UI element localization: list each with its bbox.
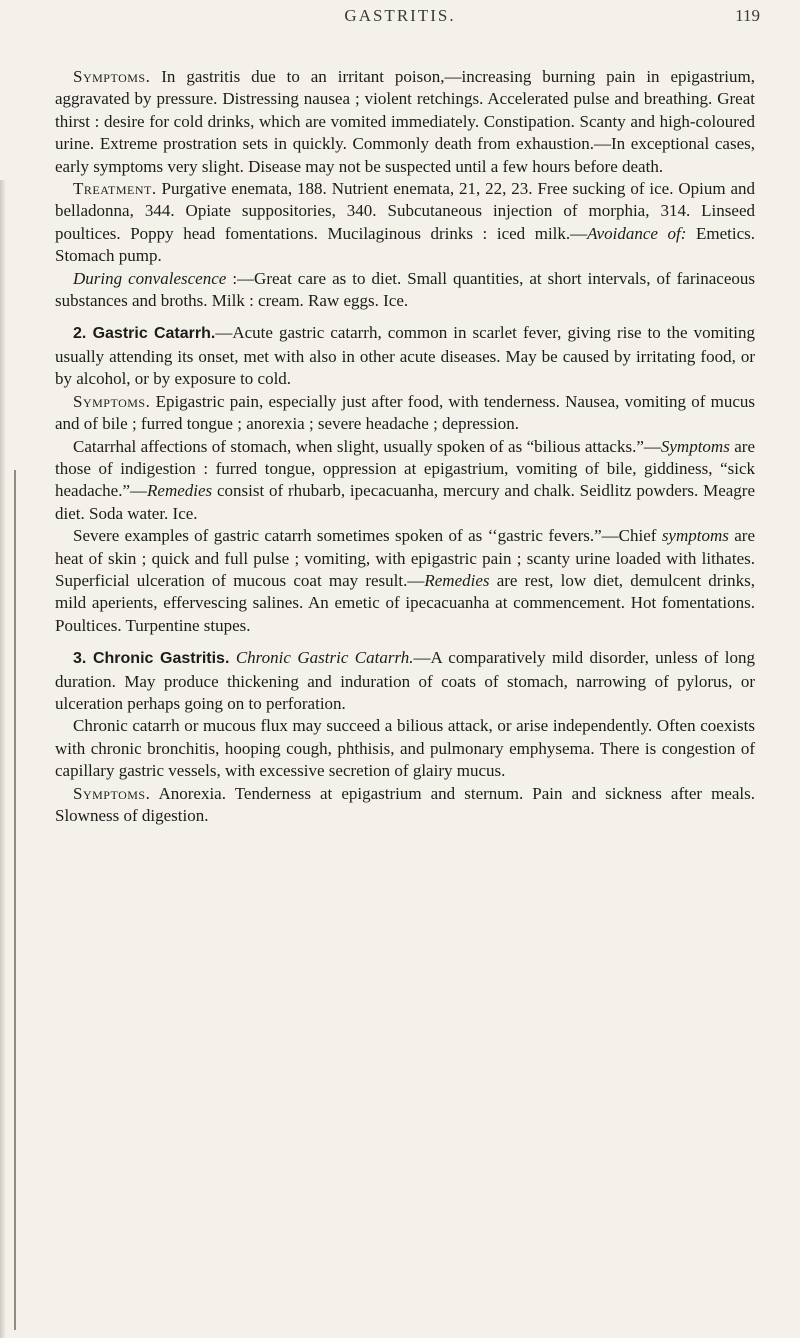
- section-chronic-gastritis: [55, 647, 755, 715]
- symptoms-label: Symptoms.: [73, 67, 151, 86]
- paragraph-text: Anorexia. Tenderness at epigastrium and sternum. Pain and sickness after meals. Slowness of digestion.: [55, 783, 755, 825]
- section-gap: [55, 637, 755, 647]
- treatment-label: Treatment.: [73, 179, 157, 199]
- paragraph-text: In gastritis due to an irritant poison,—increasing burning pain in epigastrium, aggravated by pressure. Distressing nausea ; violent retchings. Accelerated pulse and breathing. Great thirst : desire for cold drinks, which are vomited immediately. Constipation. Scanty and high-coloured urine. Extreme prostration sets in quickly. Commonly death from exhaustion.—In exceptional cases, early symptoms very slight. Disease may not be suspected until a few hours before death.: [55, 67, 755, 176]
- alternate-name-label: Chronic Gastric Catarrh.: [235, 648, 414, 668]
- remedies-italic-label: Remedies: [147, 481, 213, 501]
- remedies-italic-label: Remedies: [424, 570, 490, 590]
- paragraph-treatment: [55, 178, 755, 268]
- paragraph-symptoms-poison: [55, 66, 755, 178]
- paragraph-text: are those of indigestion : furred tongue, oppression at epigastrium, vomiting of bile, giddiness, “sick headache.”—: [55, 436, 755, 501]
- paragraph-text: Emetics. Stomach pump.: [55, 223, 755, 266]
- paragraph-bilious-attacks: [55, 436, 755, 526]
- running-title: GASTRITIS.: [344, 6, 456, 25]
- paragraph-text: Chronic catarrh or mucous flux may succeed a bilious attack, or arise independently. Often coexists with chronic bronchitis, hooping cough, phthisis, and pulmonary emphysema. There is congestion of capillary gastric vessels, with excessive secretion of glairy mucus.: [55, 716, 755, 781]
- symptoms-label: Symptoms.: [73, 783, 151, 803]
- page-binding-shadow: [0, 180, 6, 1338]
- section-gap: [55, 312, 755, 322]
- paragraph-text: :—Great care as to diet. Small quantities, at short intervals, of farinaceous substances and broths. Milk : cream. Raw eggs. Ice.: [55, 268, 755, 311]
- paragraph-text: consist of rhubarb, ipecacuanha, mercury and chalk. Seidlitz powders. Meagre diet. Soda water. Ice.: [55, 481, 755, 523]
- body-text: [55, 66, 755, 827]
- paragraph-symptoms-catarrh: [55, 391, 755, 436]
- paragraph-text: are rest, low diet, demulcent drinks, mild aperients, effervescing salines. An emetic of ipecacuanha at commencement. Hot fomentations. Poultices. Turpentine stupes.: [55, 570, 755, 635]
- paragraph-text: Catarrhal affections of stomach, when slight, usually spoken of as “bilious attacks.”—: [73, 436, 661, 456]
- paragraph-convalescence: [55, 268, 755, 313]
- symptoms-italic-label: Symptoms: [660, 436, 730, 456]
- paragraph-text: Purgative enemata, 188. Nutrient enemata, 21, 22, 23. Free sucking of ice. Opium and belladonna, 344. Opiate suppositories, 340. Subcutaneous injection of morphia, 314. Linseed poultices. Poppy head fomentations. Mucilaginous drinks : iced milk.—: [55, 179, 755, 243]
- paragraph-text: —Acute gastric catarrh, common in scarlet fever, giving rise to the vomiting usually attending its onset, met with also in other acute diseases. May be caused by irritating food, or by alcohol, or by exposure to cold.: [55, 323, 755, 389]
- symptoms-italic-label: symptoms: [661, 526, 729, 546]
- section-title: 2. Gastric Catarrh.: [73, 325, 216, 343]
- paragraph-gastric-fevers: [55, 525, 755, 637]
- paragraph-text: are heat of skin ; quick and full pulse ; vomiting, with epigastric pain ; scanty urine loaded with lithates. Superficial ulceration of mucous coat may result.—: [55, 526, 755, 590]
- page-number: 119: [735, 6, 760, 25]
- binding-edge-line: [14, 470, 16, 1330]
- convalescence-label: During convalescence: [73, 268, 227, 288]
- paragraph-symptoms-chronic: [55, 783, 755, 828]
- symptoms-label: Symptoms.: [73, 391, 151, 411]
- section-gastric-catarrh: [55, 322, 755, 390]
- paragraph-text: Epigastric pain, especially just after food, with tenderness. Nausea, vomiting of mucus and of bile ; furred tongue ; anorexia ; severe headache ; depression.: [55, 391, 755, 434]
- section-title: 3. Chronic Gastritis.: [73, 650, 230, 668]
- paragraph-text: —A comparatively mild disorder, unless of long duration. May produce thickening and induration of coats of stomach, narrowing of pylorus, or ulceration perhaps going on to perforation.: [55, 648, 756, 713]
- paragraph-text: Severe examples of gastric catarrh sometimes spoken of as ‘‘gastric fevers.”—Chief: [73, 526, 662, 546]
- paragraph-chronic-catarrh: [55, 715, 755, 782]
- page-header: [0, 6, 800, 28]
- avoidance-label: Avoidance of:: [587, 223, 687, 243]
